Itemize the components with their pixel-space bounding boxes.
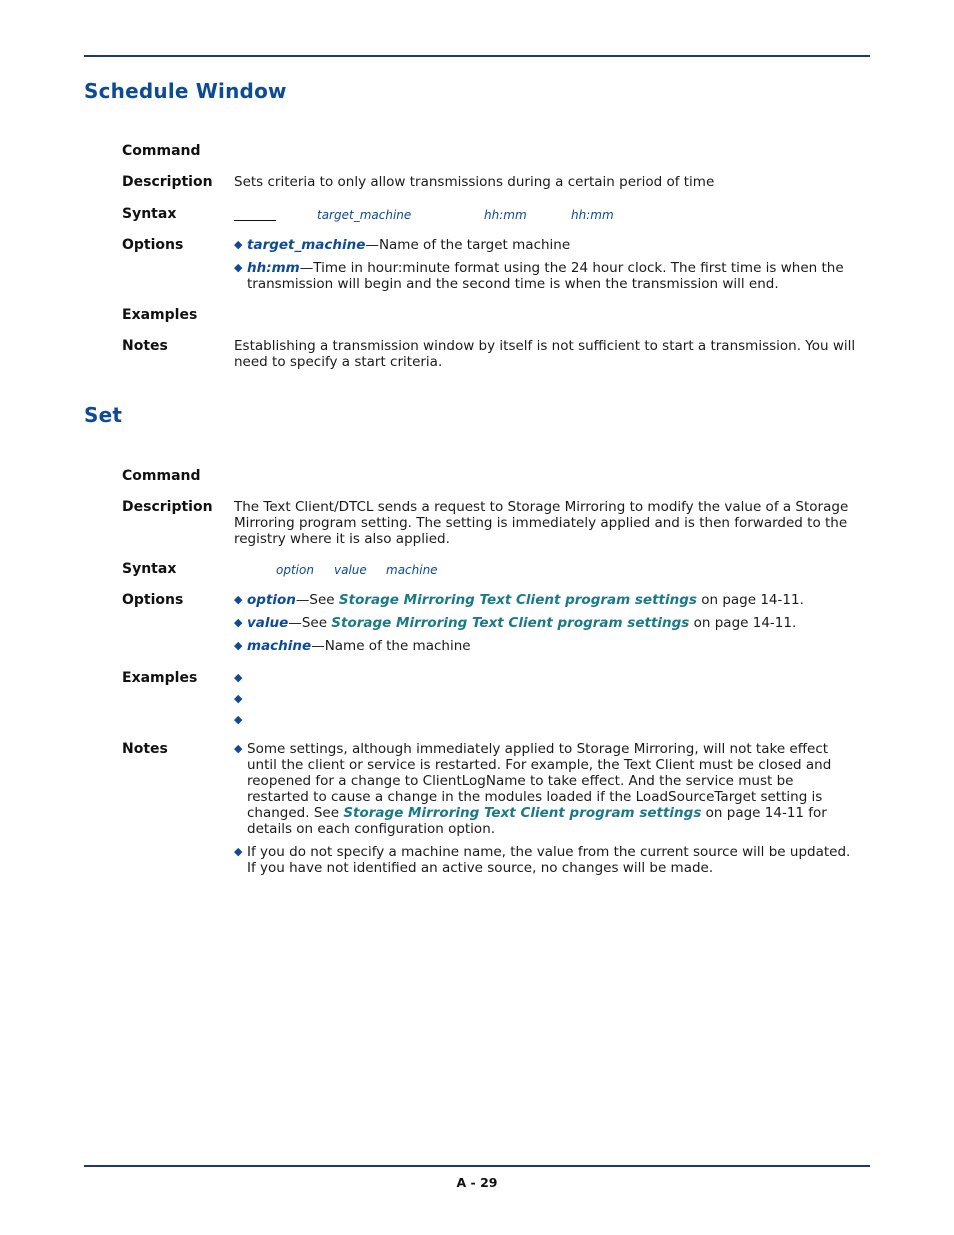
set-options-list: [234, 592, 858, 661]
option-text: on page 14-11.: [696, 592, 804, 608]
diamond-bullet-icon: ◆: [234, 692, 243, 705]
schedule-examples-label: Examples: [122, 307, 198, 323]
diamond-bullet-icon: ◆: [234, 238, 243, 251]
option-term: value: [247, 615, 289, 631]
schedule-syntax: [234, 206, 858, 224]
option-text: —See: [288, 615, 332, 631]
syntax-target-machine: target_machine: [317, 208, 412, 222]
set-description-label: Description: [122, 499, 213, 515]
syntax-value: value: [334, 563, 367, 577]
note-text: If you do not specify a machine name, the value from the current source will be updated. If you have not identified an active source, no changes will be made.: [247, 844, 851, 876]
diamond-bullet-icon: ◆: [234, 639, 243, 652]
cross-reference-link[interactable]: Storage Mirroring Text Client program settings: [331, 615, 690, 631]
option-term: hh:mm: [247, 260, 300, 276]
syntax-end-time: hh:mm: [571, 208, 614, 222]
list-item: [234, 712, 858, 726]
schedule-options-label: Options: [122, 237, 184, 253]
schedule-description-text: Sets criteria to only allow transmissions during a certain period of time: [234, 174, 715, 190]
set-syntax: [234, 561, 858, 579]
syntax-underline: [234, 220, 276, 221]
option-term: target_machine: [247, 237, 366, 253]
set-description-text: The Text Client/DTCL sends a request to Storage Mirroring to modify the value of a Storage Mirroring program setting. The setting is immediately applied and is then forwarded to the registry where it is also applied.: [234, 499, 849, 547]
option-term: machine: [247, 638, 312, 654]
page-number: A - 29: [456, 1175, 498, 1190]
cross-reference-link[interactable]: Storage Mirroring Text Client program settings: [338, 592, 697, 608]
schedule-options-list: [234, 237, 858, 299]
set-examples-label: Examples: [122, 670, 198, 686]
option-text: on page 14-11.: [689, 615, 797, 631]
set-notes-label: Notes: [122, 741, 168, 757]
diamond-bullet-icon: ◆: [234, 671, 243, 684]
set-options-label: Options: [122, 592, 184, 608]
list-item: [234, 741, 858, 837]
option-text: —Name of the target machine: [365, 237, 571, 253]
section-title-schedule-window: Schedule Window: [84, 79, 287, 103]
list-item: [234, 260, 858, 292]
list-item: [234, 670, 858, 684]
set-command-label: Command: [122, 468, 201, 484]
diamond-bullet-icon: ◆: [234, 616, 243, 629]
schedule-syntax-label: Syntax: [122, 206, 177, 222]
schedule-notes-text: Establishing a transmission window by itself is not sufficient to start a transmission. You will need to specify a start criteria.: [234, 338, 856, 370]
footer-rule: [84, 1165, 870, 1167]
note-text: Some settings, although immediately applied to Storage Mirroring, will not take effect until the client or service is restarted. For example, the Text Client must be closed and reopened for a change to ClientLogName to take effect. And the service must be restarted to cause a change in the modules loaded if the LoadSourceTarget setting is changed. See: [247, 741, 832, 821]
cross-reference-link[interactable]: Storage Mirroring Text Client program settings: [343, 805, 702, 821]
set-syntax-label: Syntax: [122, 561, 177, 577]
syntax-option: option: [276, 563, 314, 577]
list-item: [234, 691, 858, 705]
header-rule: [84, 55, 870, 57]
diamond-bullet-icon: ◆: [234, 742, 243, 755]
list-item: [234, 638, 858, 654]
diamond-bullet-icon: ◆: [234, 593, 243, 606]
list-item: [234, 844, 858, 876]
schedule-notes-label: Notes: [122, 338, 168, 354]
syntax-start-time: hh:mm: [484, 208, 527, 222]
option-text: —See: [295, 592, 339, 608]
set-examples-list: [234, 670, 858, 733]
schedule-description-label: Description: [122, 174, 213, 190]
diamond-bullet-icon: ◆: [234, 261, 243, 274]
set-notes-list: [234, 741, 858, 883]
option-text: —Time in hour:minute format using the 24 hour clock. The first time is when the transmission will begin and the second time is when the transmission will end.: [247, 260, 844, 292]
list-item: [234, 237, 858, 253]
diamond-bullet-icon: ◆: [234, 845, 243, 858]
schedule-command-label: Command: [122, 143, 201, 159]
option-text: —Name of the machine: [311, 638, 471, 654]
section-title-set: Set: [84, 403, 123, 427]
syntax-machine: machine: [386, 563, 438, 577]
list-item: [234, 615, 858, 631]
note-text: on page 14-11 for details on each configuration option.: [247, 805, 827, 837]
diamond-bullet-icon: ◆: [234, 713, 243, 726]
list-item: [234, 592, 858, 608]
option-term: option: [247, 592, 296, 608]
